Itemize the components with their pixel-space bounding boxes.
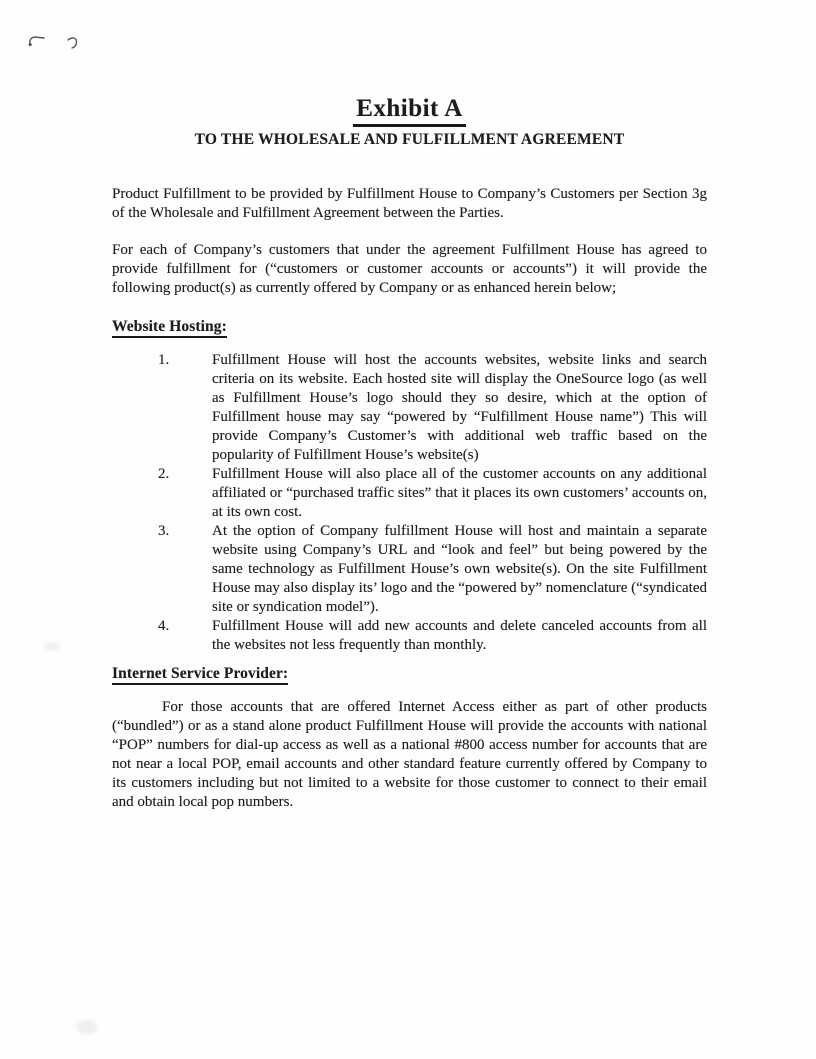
list-item-text: Fulfillment House will add new accounts and delete canceled accounts from all the websites not less frequently than monthly. [212, 618, 707, 653]
pen-mark-icon [65, 34, 85, 52]
list-item [158, 351, 707, 465]
pen-mark-icon [27, 32, 49, 50]
scan-smudge [44, 642, 60, 651]
list-item-number: 3. [158, 523, 170, 539]
list-item-text: Fulfillment House will host the accounts websites, website links and search criteria on its website. Each hosted site will display the OneSource logo (as well as Fulfillment House’s logo should they so desire, which at the option of Fulfillment house may say “powered by “Fulfillment House name”) This will provide Company’s Customer’s with additional web traffic based on the popularity of Fulfillment House’s website(s) [212, 352, 707, 463]
list-item-number: 2. [158, 466, 170, 482]
list-item [158, 465, 707, 522]
agreement-subtitle: TO THE WHOLESALE AND FULFILLMENT AGREEMENT [194, 131, 625, 148]
intro-paragraph-1: Product Fulfillment to be provided by Fulfillment House to Company’s Customers per Section 3g of the Wholesale and Fulfillment Agreement between the Parties. [112, 186, 707, 221]
website-hosting-list [112, 351, 707, 655]
intro-paragraph-2: For each of Company’s customers that under the agreement Fulfillment House has agreed to provide fulfillment for (“customers or customer accounts or accounts”) it will provide the following product(s) as currently offered by Company or as enhanced herein below; [112, 242, 707, 296]
title-block [112, 95, 707, 149]
exhibit-title: Exhibit A [353, 95, 466, 127]
section-heading-website-hosting-label: Website Hosting: [112, 318, 227, 338]
isp-paragraph: For those accounts that are offered Internet Access either as part of other products (“bundled”) or as a stand alone product Fulfillment House will provide the accounts with national “POP” numbers for dial-up access as well as a national #800 access number for accounts that are not near a local POP, email accounts and other standard feature currently offered by Company to its customers including but not limited to a website for those customer to connect to their email and obtain local pop numbers. [112, 699, 707, 810]
list-item-text: Fulfillment House will also place all of the customer accounts on any additional affiliated or “purchased traffic sites” that it places its own customers’ accounts on, at its own cost. [212, 466, 707, 520]
list-item-number: 4. [158, 618, 170, 634]
scan-smudge [76, 1020, 98, 1034]
section-heading-website-hosting [112, 318, 707, 336]
list-item [158, 617, 707, 655]
list-item-text: At the option of Company fulfillment House will host and maintain a separate website using Company’s URL and “look and feel” but being powered by the same technology as Fulfillment House’s own website(s). On the site Fulfillment House may also display its’ logo and the “powered by” nomenclature (“syndicated site or syndication model”). [212, 523, 707, 615]
list-item [158, 522, 707, 617]
section-heading-internet-service-provider-label: Internet Service Provider: [112, 665, 288, 685]
section-heading-internet-service-provider [112, 665, 707, 683]
list-item-number: 1. [158, 352, 170, 368]
